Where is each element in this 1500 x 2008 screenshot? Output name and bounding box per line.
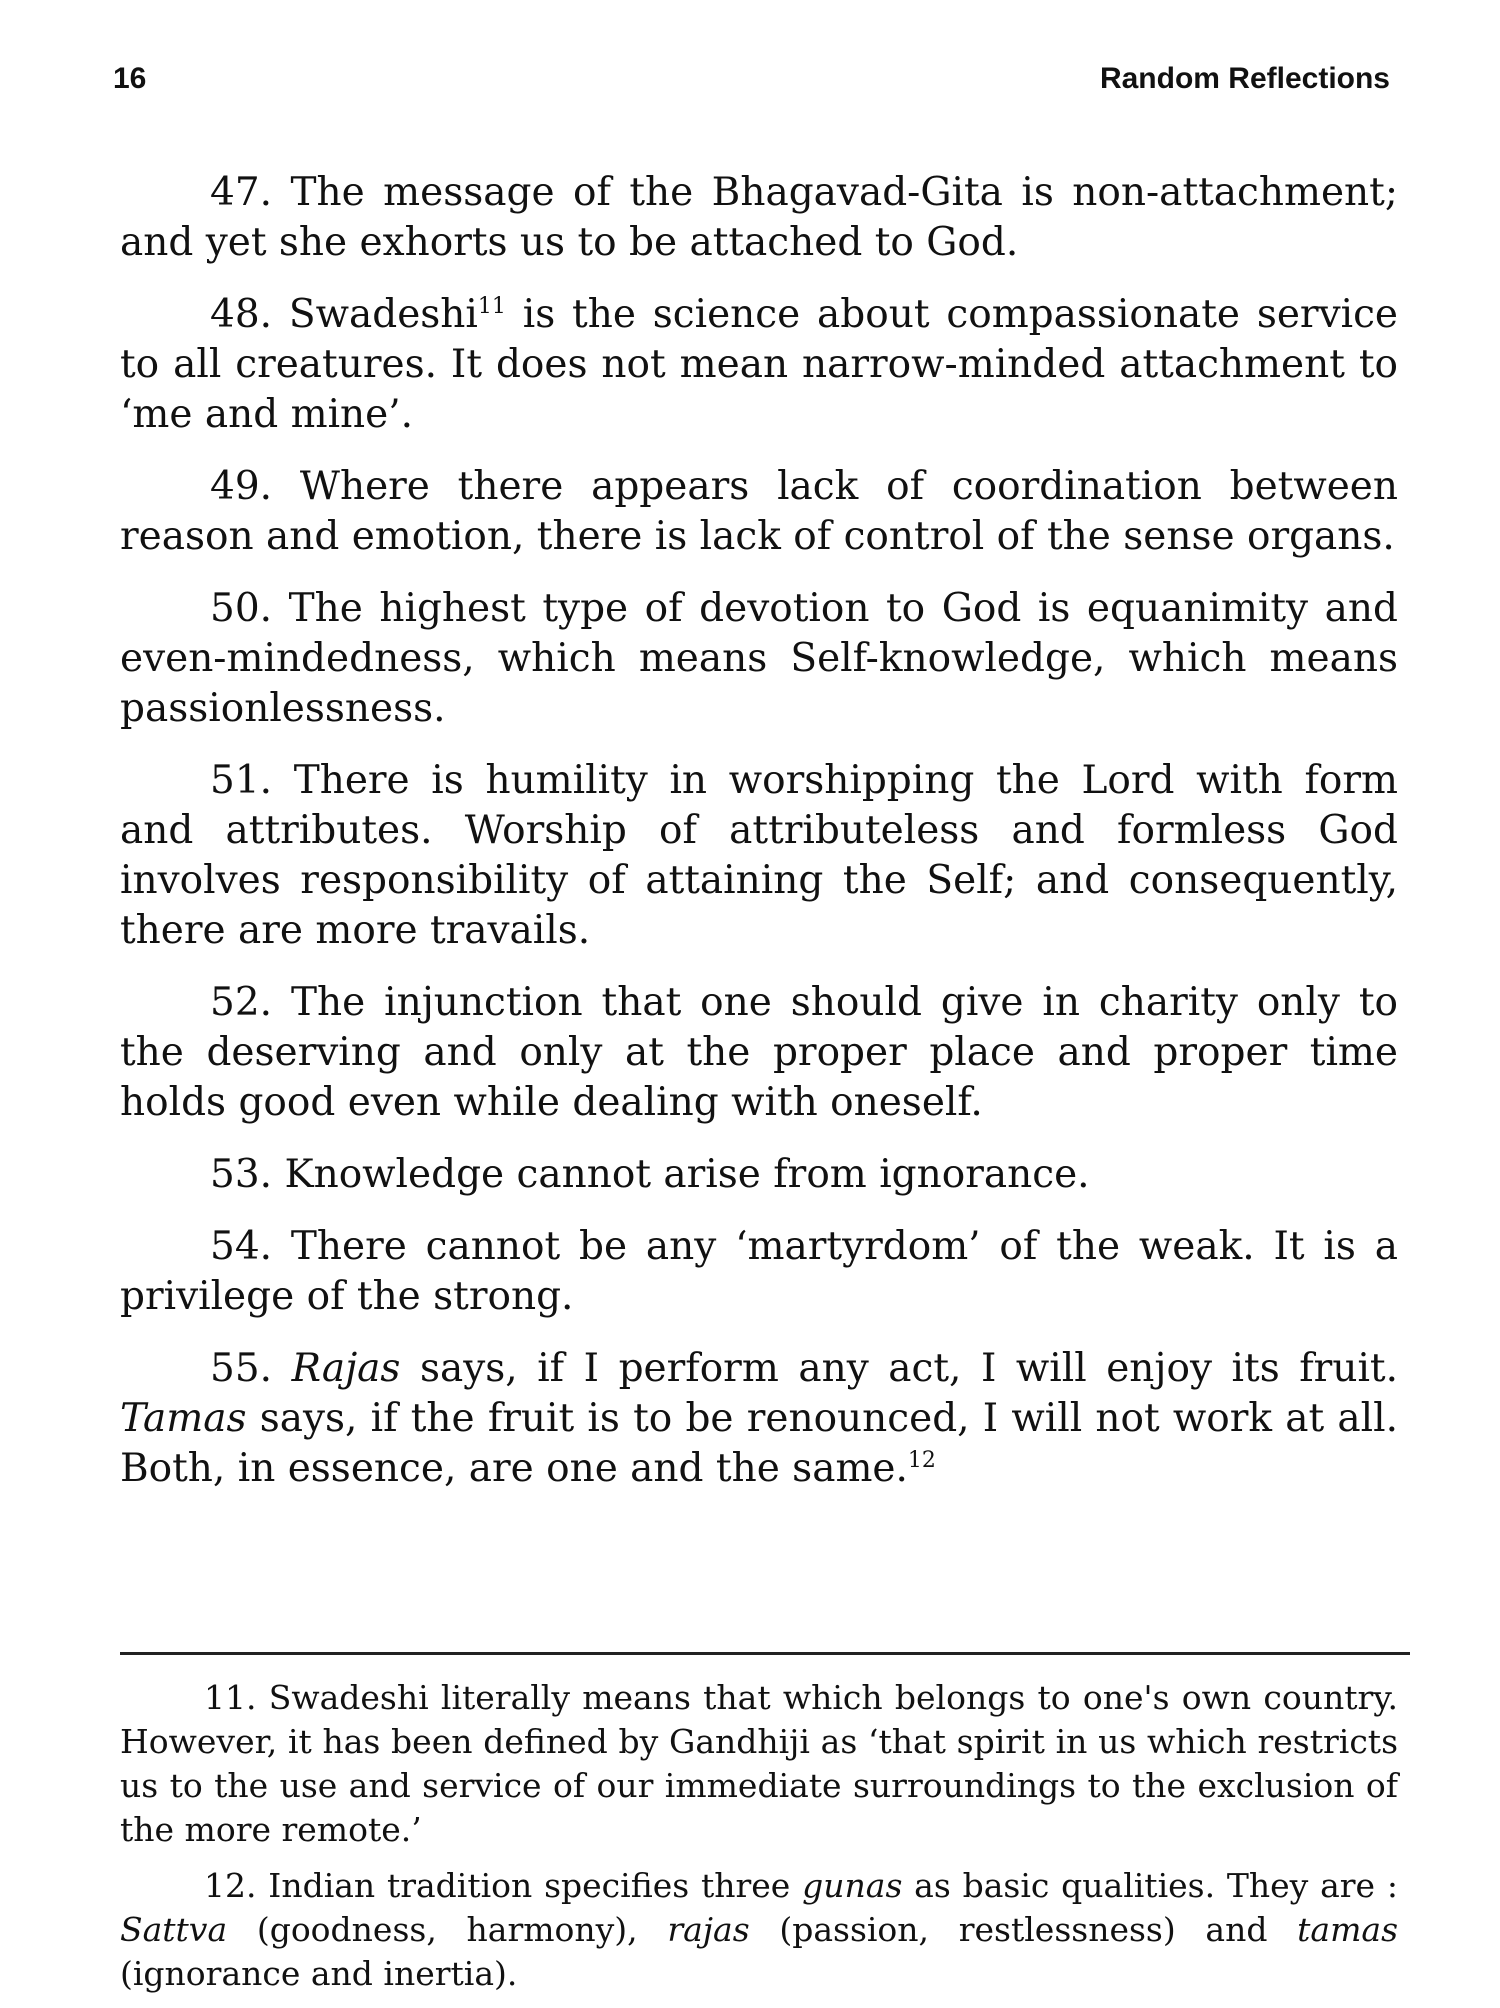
main-text xyxy=(120,168,1398,1516)
running-title: Random Reflections xyxy=(1099,62,1390,95)
page-number: 16 xyxy=(113,62,147,95)
paragraph-47: 47. The message of the Bhagavad-Gita is non-attachment; and yet she exhorts us to be attached to God. xyxy=(120,170,1398,265)
paragraph-48: 48. Swadeshi$^{11}$ is the science about compassionate service to all creatures. It does not mean narrow-minded attachment to ‘me and mine’. xyxy=(120,292,1398,437)
footnote-divider xyxy=(120,1652,1410,1655)
paragraph-51: 51. There is humility in worshipping the Lord with form and attributes. Worship of attributeless and formless God involves responsibility of attaining the Self; and consequently, there are more travails. xyxy=(120,758,1398,953)
paragraph-52: 52. The injunction that one should give in charity only to the deserving and only at the proper place and proper time holds good even while dealing with oneself. xyxy=(120,980,1398,1125)
paragraph-54: 54. There cannot be any ‘martyrdom’ of the weak. It is a privilege of the strong. xyxy=(120,1224,1399,1319)
footnote-11: 11. Swadeshi literally means that which belongs to one's own country. However, it has been defined by Gandhiji as ‘that spirit in us which restricts us to the use and service of our immediate surroundings to the exclusion of the more remote.’ xyxy=(120,1678,1398,1849)
paragraph-49: 49. Where there appears lack of coordination between reason and emotion, there is lack of control of the sense organs. xyxy=(120,464,1399,559)
page-header xyxy=(113,62,1390,102)
footnote-ref-12[interactable]: 12 xyxy=(907,1448,936,1473)
paragraph-55: 55. Rajas says, if I perform any act, I will enjoy its fruit. Tamas says, if the fruit is to be renounced, I will not work at all. Both, in essence, are one and the same.$^{12}$ xyxy=(120,1346,1398,1491)
paragraph-53: 53. Knowledge cannot arise from ignorance. xyxy=(210,1152,1090,1197)
footnotes xyxy=(120,1676,1398,2008)
footnote-12: 12. Indian tradition specifies three gunas as basic qualities. They are : Sattva (goodness, harmony), rajas (passion, restlessness) and tamas (ignorance and inertia). xyxy=(120,1866,1399,1993)
footnote-ref-11[interactable]: 11 xyxy=(477,294,506,319)
paragraph-50: 50. The highest type of devotion to God is equanimity and even-mindedness, which means Self-knowledge, which means passionlessness. xyxy=(120,586,1398,731)
